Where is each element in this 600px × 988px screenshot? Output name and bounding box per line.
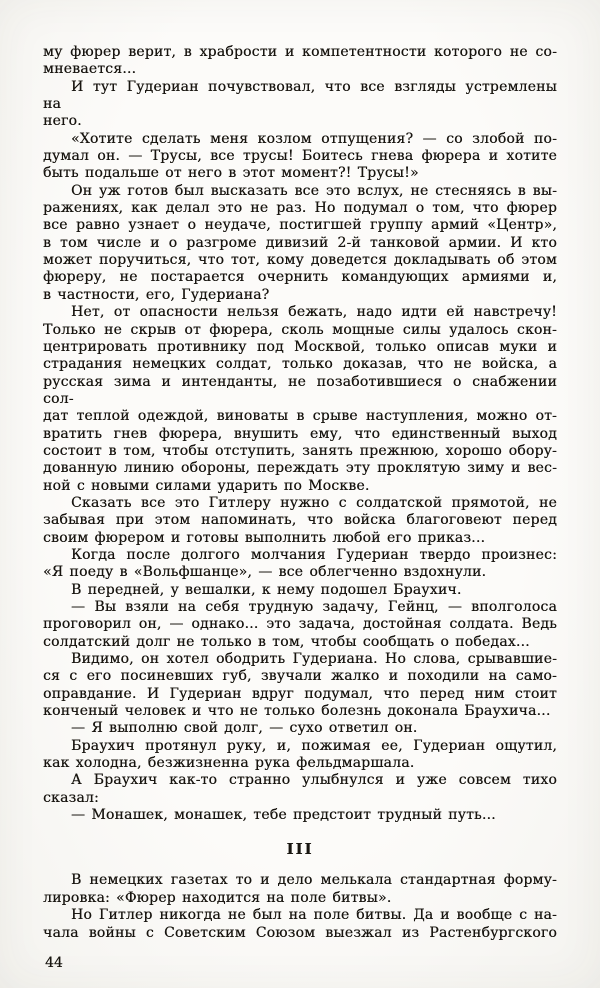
paragraph	[43, 44, 557, 79]
text-line: «Я поеду в «Вольфшанце», — все облегченно вздохнули.	[43, 564, 487, 581]
text-line: своим фюрером и готовы выполнить любой его приказ...	[43, 529, 486, 546]
text-line: му фюрер верит, в храбрости и компетентности которого не со-	[43, 44, 557, 60]
text-line: в частности, его, Гудериана?	[43, 286, 270, 303]
text-line: ражениях, как делал это не раз. Но подумал о том, что фюрер	[43, 200, 557, 217]
text-line: — Монашек, монашек, тебе предстоит трудный путь...	[71, 807, 496, 824]
text-line: думал он. — Трусы, все трусы! Боитесь гнева фюрера и хотите	[43, 148, 557, 165]
paragraph	[43, 304, 557, 495]
text-line: солдатский долг не только в том, чтобы сообщать о победах...	[43, 633, 530, 650]
text-line: в том числе и о разгроме дивизий 2-й танковой армии. И кто	[43, 234, 557, 251]
paragraph	[43, 807, 557, 824]
text-line: дованную линию обороны, переждать эту проклятую зиму и вес-	[43, 460, 557, 477]
text-line: Сказать все это Гитлеру нужно с солдатской прямотой, не	[71, 494, 557, 511]
text-line: «Хотите сделать меня козлом отпущения? — со злобой по-	[71, 130, 557, 147]
paragraph	[43, 651, 557, 720]
text-line: Только не скрыв от фюрера, сколь мощные силы удалось скон-	[43, 321, 557, 338]
section-heading: III	[286, 840, 314, 859]
text-line: него.	[43, 113, 82, 130]
text-line: конченый человек и что не только болезнь доконала Браухича...	[43, 703, 551, 720]
text-line: страдания немецких солдат, только доказав, что не войска, а	[43, 356, 557, 373]
text-line: чала войны с Советским Союзом выезжал из Растенбургского	[43, 924, 557, 941]
text-line: Он уж готов был высказать все это вслух, не стесняясь в вы-	[71, 182, 557, 199]
paragraph	[43, 547, 557, 582]
paragraph	[43, 907, 557, 942]
text-line: мневается...	[43, 61, 137, 78]
text-line: все равно узнает о неудаче, постигшей группу армий «Центр»,	[43, 217, 557, 234]
text-line: состоит в том, чтобы отступить, занять прежнюю, хорошо обору-	[43, 442, 557, 459]
text-line: проговорил он, — однако... это задача, достойная солдата. Ведь	[43, 616, 557, 633]
text-line: забывая при этом напоминать, что войска благоговеют перед	[43, 512, 557, 529]
text-line: русская зима и интенданты, не позаботившиеся о снабжении сол-	[43, 373, 557, 407]
text-line: Браухич протянул руку, и, пожимая ее, Гудериан ощутил,	[71, 737, 557, 754]
text-line: центрировать противнику под Москвой, только описав муки и	[43, 338, 557, 355]
paragraph	[43, 79, 557, 131]
text-line: быть подальше от него в этот момент?! Трусы!»	[43, 165, 419, 182]
text-line: как холодна, безжизненна рука фельдмаршала.	[43, 755, 415, 772]
paragraph	[43, 131, 557, 183]
paragraph	[43, 720, 557, 737]
text-line: — Я выполню свой долг, — сухо ответил он.	[71, 720, 418, 737]
text-line: вратить гнев фюрера, внушить ему, что единственный выход	[43, 425, 557, 442]
page-number: 44	[45, 954, 63, 971]
text-line: фюреру, не постарается очернить командующих армиями и,	[43, 269, 557, 286]
text-line: сказал:	[43, 789, 99, 806]
paragraph	[43, 183, 557, 304]
text-line: И тут Гудериан почувствовал, что все взгляды устремлены на	[43, 78, 557, 113]
text-line: ся с его посиневших губ, звучали жалко и походили на само-	[43, 668, 557, 685]
text-line: Но Гитлер никогда не был на поле битвы. Да и вообще с на-	[71, 907, 557, 924]
text-line: дат теплой одеждой, виноваты в срыве наступления, можно от-	[43, 408, 557, 425]
paragraph	[43, 582, 557, 599]
text-line: В передней, у вешалки, к нему подошел Браухич.	[71, 581, 462, 598]
paragraph	[43, 495, 557, 547]
text-line: ной с новыми силами ударить по Москве.	[43, 477, 370, 494]
text-line: — Вы взяли на себя трудную задачу, Гейнц, — вполголоса	[71, 599, 557, 615]
paragraph	[43, 772, 557, 807]
text-line: может поручиться, что тот, кому доведется докладывать об этом	[43, 252, 557, 269]
text-line: Видимо, он хотел ободрить Гудериана. Но слова, срывавшие-	[71, 651, 557, 668]
paragraph	[43, 599, 557, 651]
text-line: оправдание. И Гудериан вдруг подумал, что перед ним стоит	[43, 685, 557, 702]
text-line: Когда после долгого молчания Гудериан твердо произнес:	[71, 546, 557, 563]
text-line: Нет, от опасности нельзя бежать, надо идти ей навстречу!	[71, 304, 557, 321]
paragraph	[43, 738, 557, 773]
paragraph	[43, 872, 557, 907]
text-line: В немецких газетах то и дело мелькала стандартная форму-	[71, 872, 557, 889]
text-line: А Браухич как-то странно улыбнулся и уже совсем тихо	[71, 772, 557, 789]
text-line: лировка: «Фюрер находится на поле битвы».	[43, 889, 392, 906]
